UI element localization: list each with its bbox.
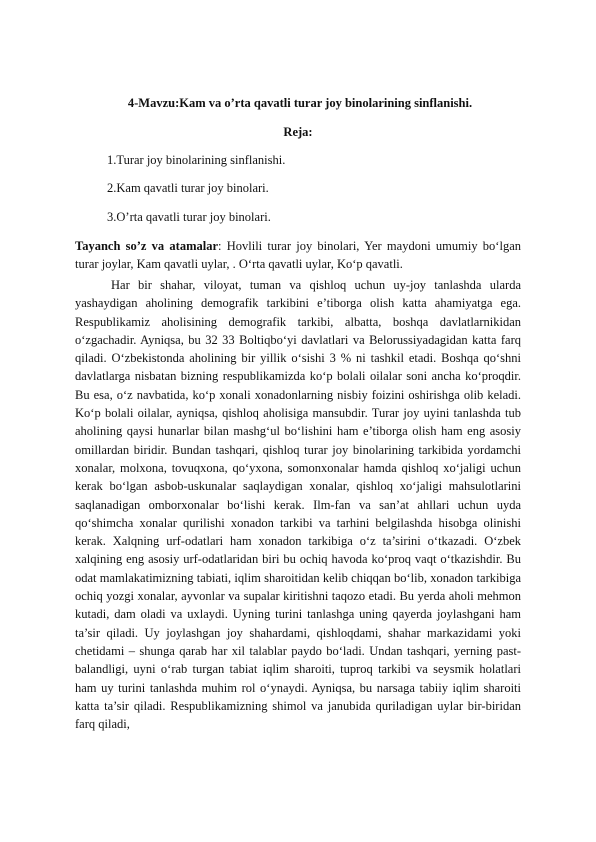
keywords-paragraph [75,237,521,274]
plan-item-2: 2.Kam qavatli turar joy binolari. [107,181,269,195]
keywords-label: Tayanch so’z va atamalar [75,239,219,253]
plan-item-1: 1.Turar joy binolarining sinflanishi. [107,153,286,167]
body-paragraph: Har bir shahar, viloyat, tuman va qishloq uchun uy-joy tanlashda ularda yashaydigan aholining demografik tarkibini e’tiborga olish katta ahamiyatga ega. Respublikamiz aholisining demografik tarkibi, albatta, boshqa davlatlarnikidan o‘zgachadir. Ayniqsa, bu 32 33 Boltiqbo‘yi davlatlari va Belorussiyadagidan katta farq qiladi. O‘zbekistonda aholining bir yillik o‘sishi 3 % ni tashkil etadi. Boshqa qo‘shni davlatlarga nisbatan bizning respublikamizda ko‘p bolali oilalar soni ancha ko‘proqdir. Bu esa, o‘z navbatida, ko‘p xonali xonadonlarning nisbiy foizini oshirishga olib keladi. Ko‘p bolali oilalar, ayniqsa, qishloq aholisiga mansubdir. Turar joy uyini tanlashda tub aholining qaysi hunarlar bilan mashg‘ul bo‘lishini ham e’tiborga olish ham eng asosiy omillardan biridir. Bundan tashqari, qishloq turar joy binolarining tarkibida yordamchi xonalar, molxona, tovuqxona, qo‘yxona, somonxonalar hamda qishloq xo‘jaligi uchun kerak bo‘lgan asbob-uskunalar saqlaydigan xonalar, qishloq xo‘jaligi mahsulotlarini saqlanadigan omborxonalar bo‘lishi kerak. Ilm-fan va san’at ahllari uchun uyda qo‘shimcha xonalar qurilishi xonadon tarkibi va tarhini belgilashda hisobga olinishi kerak. Xalqning urf-odatlari ham xonadon tarkibiga o‘z ta’sirini o‘tkazadi. O‘zbek xalqining eng asosiy urf-odatlaridan biri bu ochiq havoda ko‘proq vaqt o‘tkazishdir. Bu odat mamlakatimizning tabiati, iqlim sharoitidan kelib chiqqan bo‘lib, xonadon tarkibiga ochiq yozgi xonalar, ayvonlar va supalar kiritishni taqozo etadi. Bu yerda aholi mehmon kutadi, dam oladi va uxlaydi. Uyning turini tanlashga uning qayerda joylashgani ham ta’sir qiladi. Uy joylashgan joy shahardami, qishloqdami, shahar markazidami yoki chetidami – shunga qarab har xil talablar paydo bo‘ladi. Undan tashqari, yerning past-balandligi, uyni o‘rab turgan tabiat iqlim sharoiti, tuproq tarkibi va seysmik holatlari ham uy turini tanlashda muhim rol o‘ynaydi. Ayniqsa, bu narsaga tabiiy iqlim sharoiti katta ta’sir qiladi. Respublikamizning shimol va janubida quriladigan uylar bir-biridan farq qiladi, [75,278,521,732]
document-title: 4-Mavzu:Kam va o’rta qavatli turar joy binolarining sinflanishi. [127,96,473,110]
keywords-text: : Hovlili turar joy binolari, Yer maydoni umumiy bo‘lgan turar joylar, Kam qavatli uylar, . O‘rta qavatli uylar, Ko‘p qavatli. [75,239,521,272]
plan-heading: Reja: [283,125,313,139]
plan-item-3: 3.O’rta qavatli turar joy binolari. [107,210,271,224]
